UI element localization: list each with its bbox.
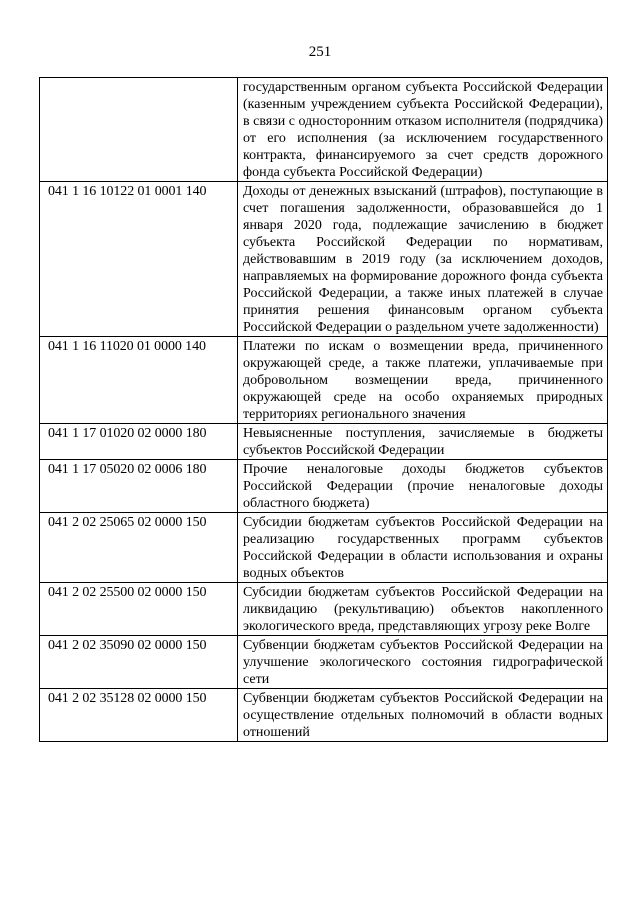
description-cell: Субвенции бюджетам субъектов Российской Федерации на улучшение экологического состояния гидрографической сети [238, 636, 608, 689]
description-cell: Невыясненные поступления, зачисляемые в бюджеты субъектов Российской Федерации [238, 424, 608, 460]
budget-code-cell: 041 1 17 05020 02 0006 180 [40, 460, 238, 513]
table-row [40, 182, 608, 337]
table-row [40, 513, 608, 583]
budget-code-cell [40, 78, 238, 182]
budget-code-cell: 041 1 16 10122 01 0001 140 [40, 182, 238, 337]
description-cell: Субвенции бюджетам субъектов Российской Федерации на осуществление отдельных полномочий в области водных отношений [238, 689, 608, 742]
budget-code-cell: 041 1 16 11020 01 0000 140 [40, 337, 238, 424]
table-row [40, 460, 608, 513]
table-row [40, 583, 608, 636]
table-row [40, 337, 608, 424]
page-number: 251 [308, 44, 332, 60]
budget-code-cell: 041 2 02 35090 02 0000 150 [40, 636, 238, 689]
budget-code-cell: 041 2 02 35128 02 0000 150 [40, 689, 238, 742]
budget-code-cell: 041 2 02 25500 02 0000 150 [40, 583, 238, 636]
budget-code-cell: 041 1 17 01020 02 0000 180 [40, 424, 238, 460]
budget-code-cell: 041 2 02 25065 02 0000 150 [40, 513, 238, 583]
description-cell: Платежи по искам о возмещении вреда, причиненного окружающей среде, а также платежи, уплачиваемые при добровольном возмещении вреда, причиненного окружающей среде на особо охраняемых природных территориях регионального значения [238, 337, 608, 424]
description-cell: Субсидии бюджетам субъектов Российской Федерации на ликвидацию (рекультивацию) объектов накопленного экологического вреда, представляющих угрозу реке Волге [238, 583, 608, 636]
table-row [40, 636, 608, 689]
description-cell: Субсидии бюджетам субъектов Российской Федерации на реализацию государственных программ субъектов Российской Федерации в области использования и охраны водных объектов [238, 513, 608, 583]
description-cell: Доходы от денежных взысканий (штрафов), поступающие в счет погашения задолженности, образовавшейся до 1 января 2020 года, подлежащие зачислению в бюджет субъекта Российской Федерации по нормативам, действовавшим в 2019 году (за исключением доходов, направляемых на формирование дорожного фонда субъекта Российской Федерации, а также иных платежей в случае принятия решения финансовым органом субъекта Российской Федерации о раздельном учете задолженности) [238, 182, 608, 337]
table-row [40, 689, 608, 742]
table-row [40, 78, 608, 182]
budget-codes-table [39, 77, 608, 742]
table-row [40, 424, 608, 460]
description-cell: Прочие неналоговые доходы бюджетов субъектов Российской Федерации (прочие неналоговые доходы областного бюджета) [238, 460, 608, 513]
description-cell: государственным органом субъекта Российской Федерации (казенным учреждением субъекта Российской Федерации), в связи с односторонним отказом исполнителя (подрядчика) от его исполнения (за исключением государственного контракта, финансируемого за счет средств дорожного фонда субъекта Российской Федерации) [238, 78, 608, 182]
